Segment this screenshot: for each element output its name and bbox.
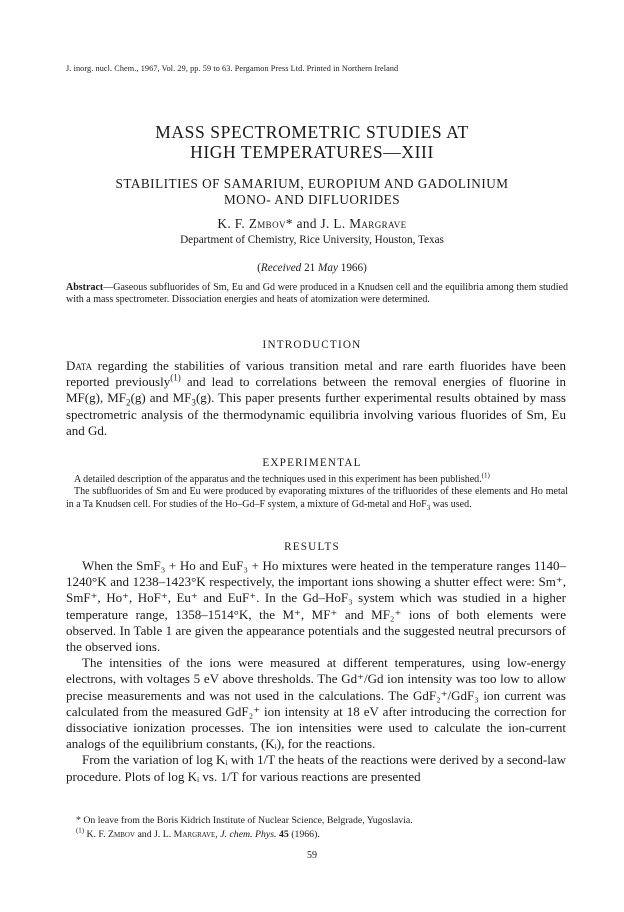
experimental-paragraph-1: [66, 471, 568, 486]
footnote-2-a: K. F.: [84, 829, 108, 840]
exp-p2-text-a: The subfluorides of Sm and Eu were produced by evaporating mixtures of the trifluorides of these elements and Ho metal in a Ta Knudsen cell. For studies of the Ho–Gd–F system, a mixture of Gd-metal and HoF: [66, 486, 568, 510]
subtitle-line-1: STABILITIES OF SAMARIUM, EUROPIUM AND GADOLINIUM: [115, 176, 509, 191]
footnote-2-volume: 45: [276, 829, 289, 840]
journal-citation: J. inorg. nucl. Chem., 1967, Vol. 29, pp. 59 to 63. Pergamon Press Ltd. Printed in Northern Ireland: [66, 64, 399, 73]
received-date: [40, 262, 584, 274]
abstract: [66, 282, 568, 307]
footnote-2-journal: J. chem. Phys.: [220, 829, 277, 840]
exp-p1-text: A detailed description of the apparatus and the techniques used in this experiment has been published.: [74, 474, 482, 485]
author1-surname: Zmbov: [248, 216, 286, 231]
received-year: 1966): [337, 262, 367, 274]
received-month: May: [318, 262, 338, 274]
footnote-2-name2: Margrave: [173, 829, 216, 840]
affiliation: Department of Chemistry, Rice University, Houston, Texas: [180, 234, 444, 246]
intro-text-b: and lead to correlations between the removal energies of fluorine in MF(g), MF: [66, 374, 566, 406]
footnotes: [66, 814, 566, 842]
intro-dropcap: Data: [66, 358, 93, 373]
page-number: 59: [307, 850, 317, 861]
experimental-heading: EXPERIMENTAL: [262, 457, 362, 469]
received-label: Received: [260, 262, 302, 274]
results-paragraph-2: The intensities of the ions were measured at different temperatures, using low-energy electrons, with voltages 5 eV above thresholds. The Gd⁺/Gd ion intensity was too low to allow precise measurements and was not used in the calculations. The GdF₂⁺/GdF₃ ion current was calculated from the measured GdF₂⁺ ion intensity at 18 eV after introducing the correction for dissociative ionization processes. The ion intensities were used to calculate the ion-current analogs of the equilibrium constants, (Kᵢ), for the reactions.: [66, 655, 566, 752]
introduction-paragraph: Data regarding the stabilities of various transition metal and rare earth fluorides have been reported previously$^{(1)}$ and lead to correlations between the removal energies of fluorine in MF(g), $MF_2(g)$ and $MF_3(g)$. This paper presents further experimental results obtained by mass spectrometric analysis of the thermodynamic equilibria involving various fluorides of Sm, Eu and Gd.: [66, 358, 566, 438]
intro-text-c: (g) and MF: [130, 390, 192, 406]
article-title: [40, 122, 584, 162]
footnote-2: [66, 828, 566, 842]
footnote-2-d: (1966).: [288, 829, 320, 840]
title-line-2: HIGH TEMPERATURES—XIII: [190, 142, 434, 162]
abstract-label: Abstract: [66, 282, 104, 293]
footnote-2-name1: Zmbov: [108, 829, 135, 840]
intro-text-d: (g). This paper presents further experimental results obtained by mass spectrometric analysis of the thermodynamic equilibria involving various fluorides of Sm, Eu and Gd.: [66, 390, 566, 438]
article-subtitle: [40, 176, 584, 208]
footnote-2-b: and J. L.: [135, 829, 174, 840]
authors: [40, 216, 584, 232]
results-section: [66, 558, 566, 785]
abstract-text: —Gaseous subfluorides of Sm, Eu and Gd were produced in a Knudsen cell and the equilibria among them studied with a mass spectrometer. Dissociation energies and heats of atomization were determined.: [66, 282, 568, 306]
footnote-1: * On leave from the Boris Kidrich Institute of Nuclear Science, Belgrade, Yugoslavia.: [76, 815, 413, 826]
author1-initials: K. F.: [217, 216, 249, 231]
footnote-2-c: ,: [215, 829, 221, 840]
introduction-heading: INTRODUCTION: [262, 339, 362, 351]
author2-surname: Margrave: [349, 216, 407, 231]
footnote-2-ref: (1): [76, 827, 84, 835]
exp-p2-text-b: was used.: [430, 498, 472, 510]
received-prefix: (: [257, 262, 261, 274]
experimental-paragraph-2: The subfluorides of Sm and Eu were produced by evaporating mixtures of the trifluorides of these elements and Ho metal in a Ta Knudsen cell. For studies of the Ho–Gd–F system, a mixture of Gd-metal and HoF$_3$ was used.: [66, 486, 568, 512]
received-day: 21: [301, 262, 319, 274]
subtitle-line-2: MONO- AND DIFLUORIDES: [223, 192, 401, 207]
intro-ref: (1): [170, 372, 181, 383]
author-separator: * and J. L.: [285, 216, 350, 231]
title-line-1: MASS SPECTROMETRIC STUDIES AT: [155, 122, 469, 142]
results-paragraph-3: From the variation of log Kᵢ with 1/T the heats of the reactions were derived by a second-law procedure. Plots of log Kᵢ vs. 1/T for various reactions are presented: [66, 752, 566, 784]
exp-p1-ref: (1): [481, 471, 490, 480]
intro-text-a: regarding the stabilities of various transition metal and rare earth fluorides have been reported previously: [66, 358, 566, 390]
results-paragraph-1: When the SmF₃ + Ho and EuF₃ + Ho mixtures were heated in the temperature ranges 1140–1240°K and 1238–1423°K respectively, the important ions showing a shutter effect were: Sm⁺, SmF⁺, Ho⁺, HoF⁺, Eu⁺ and EuF⁺. In the Gd–HoF₃ system which was studied in a higher temperature range, 1358–1514°K, the M⁺, MF⁺ and MF₂⁺ ions of both elements were observed. In Table 1 are given the appearance potentials and the suggested neutral precursors of the observed ions.: [66, 558, 566, 655]
experimental-section: [66, 471, 568, 512]
results-heading: RESULTS: [284, 541, 340, 553]
